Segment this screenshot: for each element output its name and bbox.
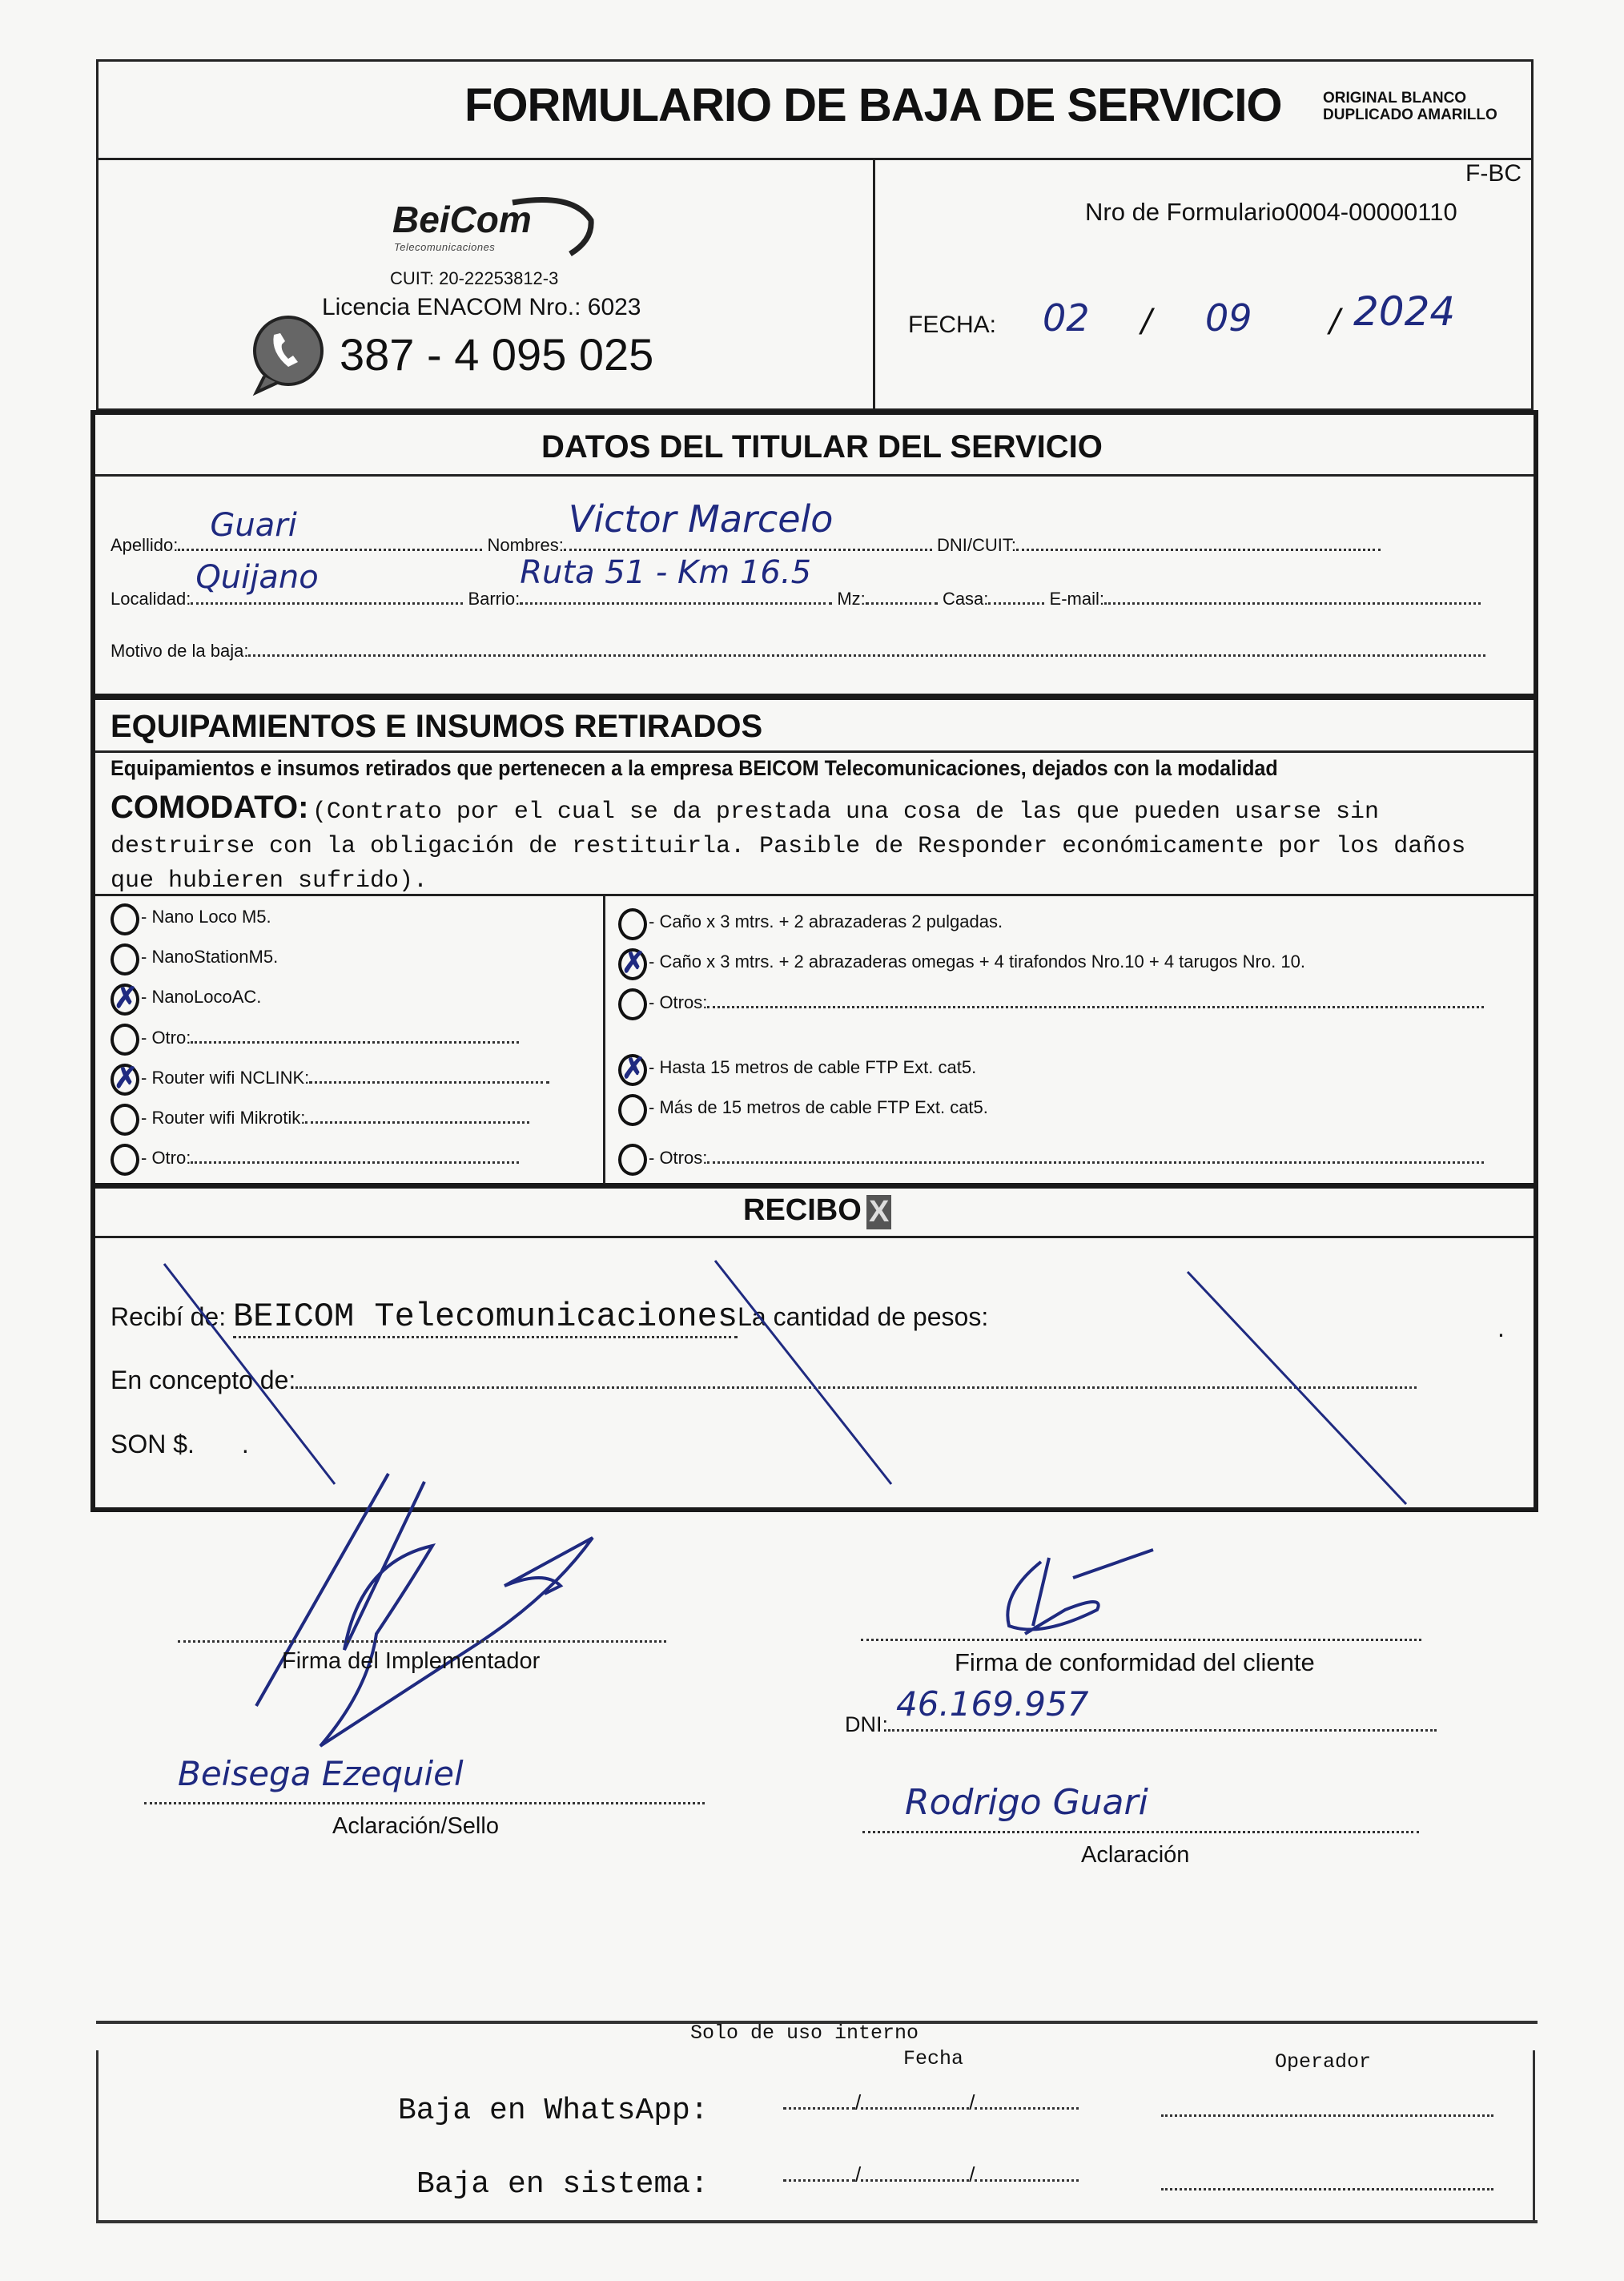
holder-row-2 bbox=[111, 554, 1508, 609]
barrio-field[interactable] bbox=[520, 554, 832, 605]
equipment-item bbox=[141, 1067, 549, 1088]
date-sep: / bbox=[969, 2162, 975, 2186]
equipment-item bbox=[141, 1147, 519, 1169]
checkbox[interactable] bbox=[111, 903, 139, 935]
meta-box bbox=[873, 158, 1534, 411]
client-signature bbox=[993, 1546, 1169, 1642]
email-label: E-mail: bbox=[1049, 589, 1104, 609]
whatsapp-date-field[interactable] bbox=[783, 2090, 1079, 2115]
checkbox[interactable] bbox=[618, 988, 647, 1020]
void-strike-3 bbox=[1188, 1272, 1406, 1504]
holder-row-3 bbox=[111, 638, 1485, 662]
check-mark-icon: ✗ bbox=[114, 981, 139, 1014]
date-sep: / bbox=[969, 2090, 975, 2114]
comodato-label: COMODATO: bbox=[111, 790, 309, 825]
client-signature-label: Firma de conformidad del cliente bbox=[955, 1648, 1315, 1676]
implementer-signature bbox=[240, 1450, 657, 1754]
equipment-item bbox=[141, 1107, 529, 1128]
check-mark-icon: ✗ bbox=[621, 946, 646, 979]
sistema-date-field[interactable] bbox=[783, 2162, 1079, 2187]
equipment-item bbox=[649, 1147, 1484, 1169]
holder-row-1 bbox=[111, 497, 1508, 556]
implementer-signature-label: Firma del Implementador bbox=[282, 1648, 541, 1674]
internal-left-border bbox=[96, 2050, 98, 2222]
check-mark-icon: ✗ bbox=[114, 1061, 139, 1094]
checkbox[interactable] bbox=[111, 1104, 139, 1136]
checkbox[interactable] bbox=[618, 908, 647, 940]
copy-note-original: ORIGINAL BLANCO bbox=[1323, 90, 1467, 107]
equipment-item bbox=[649, 951, 1305, 972]
company-whatsapp-phone: 387 - 4 095 025 bbox=[340, 329, 654, 380]
equipment-item-detail-field[interactable] bbox=[305, 1107, 529, 1124]
date-sep: / bbox=[855, 2162, 862, 2186]
equipment-item bbox=[141, 947, 278, 968]
mz-field[interactable] bbox=[866, 586, 938, 605]
mz-label: Mz: bbox=[837, 589, 866, 609]
apellido-field[interactable] bbox=[178, 507, 482, 551]
client-name-line[interactable] bbox=[862, 1831, 1419, 1833]
whatsapp-operador-field[interactable] bbox=[1161, 2114, 1493, 2117]
logo-name: BeiCom bbox=[392, 199, 532, 240]
client-name: Rodrigo Guari bbox=[905, 1782, 1148, 1823]
form-number-value: 0004-00000110 bbox=[1284, 198, 1457, 226]
void-strike-2 bbox=[715, 1261, 891, 1484]
email-field[interactable] bbox=[1104, 586, 1481, 605]
casa-field[interactable] bbox=[988, 586, 1044, 605]
barrio-value: Ruta 51 - Km 16.5 bbox=[520, 554, 812, 591]
internal-title: Solo de uso interno bbox=[690, 2022, 919, 2045]
client-dni-value: 46.169.957 bbox=[896, 1684, 1089, 1724]
holder-title-divider bbox=[95, 474, 1534, 477]
sistema-operador-field[interactable] bbox=[1161, 2188, 1493, 2190]
client-dni-row bbox=[845, 1684, 1437, 1737]
date-label: FECHA: bbox=[908, 312, 997, 338]
recibi-label: Recibí de: bbox=[111, 1302, 227, 1331]
date-sep-1: / bbox=[1141, 303, 1152, 340]
dni-cuit-label: DNI/CUIT: bbox=[937, 535, 1016, 555]
equipment-item-label: - Hasta 15 metros de cable FTP Ext. cat5. bbox=[649, 1057, 977, 1077]
checkbox[interactable] bbox=[111, 1024, 139, 1056]
implementer-signature-line[interactable] bbox=[178, 1640, 666, 1643]
comodato-text: (Contrato por el cual se da prestada una cosa de las que pueden usarse sin destruirse con la obligación de restituirla. Pasible de Responder económicamente por los daños que hubieren sufrido). bbox=[111, 799, 1466, 895]
company-logo bbox=[392, 188, 601, 260]
checkbox[interactable] bbox=[618, 1094, 647, 1126]
implementer-name-line[interactable] bbox=[144, 1802, 705, 1804]
receipt-section-title: RECIBO bbox=[743, 1193, 862, 1227]
motivo-field[interactable] bbox=[248, 638, 1485, 657]
equipment-item-label: - Otro: bbox=[141, 1028, 191, 1048]
client-name-label: Aclaración bbox=[1081, 1842, 1190, 1868]
date-year[interactable]: 2024 bbox=[1353, 288, 1456, 335]
equipment-intro: Equipamientos e insumos retirados que pertenecen a la empresa BEICOM Telecomunicaciones, dejados con la modalidad bbox=[111, 756, 1278, 780]
cantidad-label: La cantidad de pesos: bbox=[738, 1302, 989, 1331]
equipment-item bbox=[649, 1097, 988, 1118]
checkbox[interactable] bbox=[111, 1144, 139, 1176]
equipment-item bbox=[141, 987, 261, 1008]
equipment-item-label: - Otros: bbox=[649, 1148, 708, 1168]
localidad-label: Localidad: bbox=[111, 589, 191, 609]
equipment-item-label: - Más de 15 metros de cable FTP Ext. cat5. bbox=[649, 1097, 988, 1117]
equipment-item-label: - NanoLocoAC. bbox=[141, 987, 262, 1007]
recibi-value[interactable]: BEICOM Telecomunicaciones bbox=[233, 1297, 738, 1338]
apellido-value: Guari bbox=[210, 507, 297, 544]
equipment-item-label: - Router wifi NCLINK: bbox=[141, 1068, 310, 1088]
date-sep-2: / bbox=[1329, 303, 1341, 340]
client-dni-label: DNI: bbox=[845, 1712, 888, 1736]
equipment-item bbox=[141, 1027, 519, 1048]
internal-row-whatsapp-label: Baja en WhatsApp: bbox=[398, 2094, 709, 2128]
internal-row-sistema-label: Baja en sistema: bbox=[416, 2167, 709, 2202]
form-title: FORMULARIO DE BAJA DE SERVICIO bbox=[464, 79, 1282, 131]
localidad-value: Quijano bbox=[195, 559, 319, 596]
checkbox[interactable] bbox=[111, 943, 139, 976]
dni-cuit-field[interactable] bbox=[1016, 533, 1381, 551]
equipment-item-label: - Caño x 3 mtrs. + 2 abrazaderas 2 pulgadas. bbox=[649, 911, 1003, 931]
equipment-title-divider bbox=[95, 750, 1534, 753]
date-month[interactable]: 09 bbox=[1205, 296, 1252, 340]
equipment-item-detail-field[interactable] bbox=[191, 1147, 519, 1164]
internal-col-fecha: Fecha bbox=[903, 2047, 964, 2070]
company-license: Licencia ENACOM Nro.: 6023 bbox=[322, 294, 641, 320]
form-number bbox=[1085, 198, 1457, 227]
equipment-item-detail-field[interactable] bbox=[707, 1147, 1484, 1164]
holder-section-title: DATOS DEL TITULAR DEL SERVICIO bbox=[541, 429, 1103, 465]
apellido-label: Apellido: bbox=[111, 535, 179, 555]
cantidad-field[interactable]: . bbox=[1497, 1313, 1505, 1342]
equipment-item-label: - Otro: bbox=[141, 1148, 191, 1168]
receipt-title-mark: X bbox=[866, 1195, 891, 1229]
implementer-name-label: Aclaración/Sello bbox=[332, 1813, 499, 1839]
form-code: F-BC bbox=[1465, 160, 1521, 187]
client-dni-field[interactable] bbox=[888, 1684, 1437, 1732]
logo-subtitle: Telecomunicaciones bbox=[394, 241, 496, 253]
equipment-item-label: - NanoStationM5. bbox=[141, 947, 279, 967]
casa-label: Casa: bbox=[942, 589, 989, 609]
equipment-column-divider bbox=[603, 894, 605, 1184]
whatsapp-icon bbox=[240, 311, 335, 399]
copy-note-duplicate: DUPLICADO AMARILLO bbox=[1323, 107, 1497, 123]
form-number-label: Nro de Formulario bbox=[1085, 198, 1285, 226]
equipment-item-detail-field[interactable] bbox=[707, 992, 1484, 1008]
concepto-label: En concepto de: bbox=[111, 1366, 296, 1394]
equipment-item bbox=[649, 911, 1003, 932]
son-label: SON $. bbox=[111, 1430, 195, 1458]
internal-col-operador: Operador bbox=[1275, 2050, 1372, 2074]
equipment-item-detail-field[interactable] bbox=[191, 1027, 519, 1044]
date-sep: / bbox=[855, 2090, 862, 2114]
nombres-value: Victor Marcelo bbox=[568, 497, 834, 541]
internal-bottom-border bbox=[96, 2220, 1538, 2223]
nombres-field[interactable] bbox=[564, 497, 932, 551]
equipment-item-detail-field[interactable] bbox=[309, 1067, 549, 1084]
barrio-label: Barrio: bbox=[468, 589, 521, 609]
nombres-label: Nombres: bbox=[487, 535, 564, 555]
equipment-item-label: - Otros: bbox=[649, 992, 708, 1012]
equipment-item bbox=[649, 992, 1484, 1013]
son-field[interactable]: . bbox=[241, 1430, 249, 1458]
motivo-label: Motivo de la baja: bbox=[111, 641, 249, 661]
equipment-list-divider bbox=[95, 894, 1534, 896]
internal-right-border bbox=[1533, 2050, 1535, 2222]
equipment-item bbox=[141, 907, 271, 927]
checkbox[interactable] bbox=[618, 1144, 647, 1176]
check-mark-icon: ✗ bbox=[621, 1052, 646, 1084]
client-signature-line[interactable] bbox=[861, 1639, 1421, 1641]
company-cuit: CUIT: 20-22253812-3 bbox=[390, 268, 559, 288]
comodato-block bbox=[111, 791, 1520, 899]
equipment-item-label: - Caño x 3 mtrs. + 2 abrazaderas omegas + 4 tirafondos Nro.10 + 4 tarugos Nro. 10. bbox=[649, 951, 1305, 972]
equipment-item bbox=[649, 1057, 976, 1078]
localidad-field[interactable] bbox=[191, 559, 463, 605]
equipment-item-label: - Router wifi Mikrotik: bbox=[141, 1108, 306, 1128]
equipment-section-title: EQUIPAMIENTOS E INSUMOS RETIRADOS bbox=[111, 709, 763, 744]
implementer-name: Beisega Ezequiel bbox=[178, 1754, 464, 1793]
date-day[interactable]: 02 bbox=[1043, 296, 1090, 340]
equipment-item-label: - Nano Loco M5. bbox=[141, 907, 271, 927]
